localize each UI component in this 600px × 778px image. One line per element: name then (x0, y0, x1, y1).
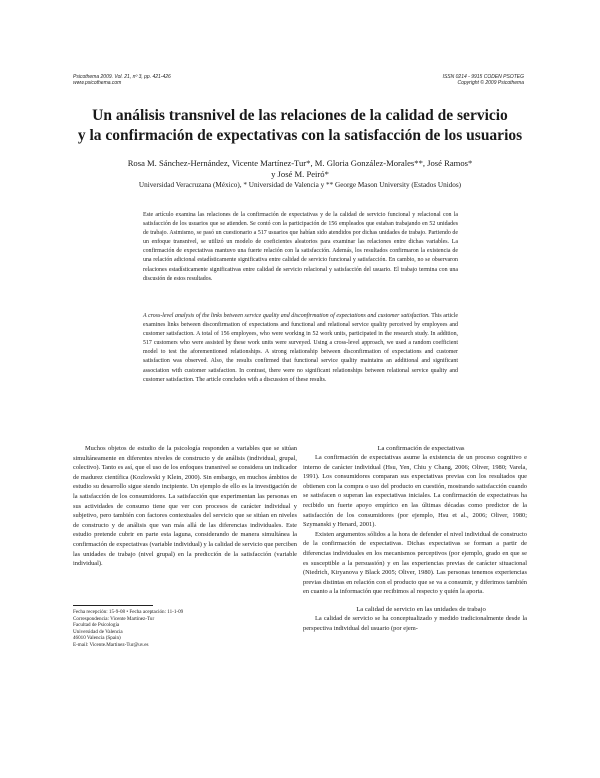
section-paragraph: La calidad de servicio se ha conceptualizado y medido tradicionalmente desde la perspectiva individual del usuario (por ejem- (303, 614, 527, 632)
title-line: y la confirmación de expectativas con la satisfacción de los usuarios (77, 127, 523, 144)
section-paragraph: Existen argumentos sólidos a la hora de defender el nivel individual de constructo de la confirmación de expectativas. Dichas expectativas se forman a partir de diferencias individuales en los mecanismos perceptivos (por ejemplo, grado en que se es susceptible a la persuasión) y en las experiencias previas de carácter situacional (Niedrich, Kiryanova y Black 2005; Oliver, 1980). Las personas tenemos experiencias previas distintas en relación con el producto que se va a consumir, y diferimos también en cuanto a la información que recibimos al respecto y quién la aporta. (303, 530, 527, 596)
copyright-line: Copyright © 2009 Psicothema (457, 80, 524, 86)
section-heading: La calidad de servicio en las unidades de trabajo (356, 605, 486, 613)
right-column (303, 444, 527, 633)
authors-line: y José M. Peiró* (271, 169, 329, 179)
footnote-correspondence: Correspondencia: Vicente Martínez-Tur (73, 615, 155, 622)
journal-citation: Psicothema 2009. Vol. 21, nº 3, pp. 421-426 (73, 74, 171, 80)
journal-url[interactable]: www.psicothema.com (73, 80, 122, 86)
section-heading: La confirmación de expectativas (377, 445, 465, 452)
authors (60, 158, 540, 180)
title-line: Un análisis transnivel de las relaciones de la calidad de servicio (92, 107, 508, 124)
footnote-faculty: Facultad de Psicología (73, 622, 120, 629)
footnote-dates: Fecha recepción: 15-9-08 • Fecha aceptación: 11-1-09 (73, 609, 184, 615)
abstract-english-title: A cross-level analysis of the links between service quality and disconfirmation of expectations and customer satisfaction. (143, 313, 430, 319)
abstract-spanish: Este artículo examina las relaciones de la confirmación de expectativas y de la calidad de servicio funcional y relacional con la satisfacción de los usuarios que se atienden. Se contó con la participación de 156 empleados que estaban trabajando en 52 unidades de trabajo. Asimismo, se pasó un cuestionario a 517 usuarios que habían sido atendidos por dichas unidades de trabajo. Partiendo de un enfoque transnivel, se utilizó un modelo de coeficientes aleatorios para examinar las relaciones entre dichas variables. La confirmación de expectativas mantuvo una fuerte relación con la satisfacción. Además, los resultados confirmaron la existencia de una relación adicional estadísticamente significativa entre calidad de servicio funcional y satisfacción. En cambio, no se observaron relaciones estadísticamente significativas entre calidad de servicio relacional y satisfacción del usuario. El trabajo termina con una discusión de estos resultados. (143, 212, 458, 282)
paper-title (50, 106, 550, 146)
left-column (73, 444, 297, 569)
abstract-english-body: This article examines links between disconfirmation of expectations and functional and relational service quality perceived by employees and customer satisfaction. A total of 156 employees, who were working in 52 work units, participated in the research study. In addition, 517 customers who were assisted by these work units were surveyed. Using a cross-level approach, we used a random coefficient model to test the aforementioned relationships. A strong relationship between disconfirmation of expectations and customer satisfaction was observed. Also, the results confirmed that functional service quality maintains an additional and significant association with customer satisfaction. In contrast, there were no significant relationships between relational service quality and customer satisfaction. The article concludes with a discussion of these results. (143, 313, 458, 383)
authors-line: Rosa M. Sánchez-Hernández, Vicente Martínez-Tur*, M. Gloria González-Morales**, José Ramos* (127, 158, 473, 168)
section-paragraph: La confirmación de expectativas asume la existencia de un proceso cognitivo e interno de carácter individual (Hsu, Yen, Chiu y Chang, 2006; Oliver, 1980; Varela, 1991). Los consumidores comparan sus expectativas previas con los resultados que obtienen con la compra o uso del producto en cuestión, mostrando satisfacción cuando se satisfacen o superan las expectativas iniciales. La confirmación de expectativas ha recibido un fuerte apoyo empírico en las últimas décadas como predictor de la satisfacción de los consumidores (por ejemplo, Hsu et al., 2006; Oliver, 1980; Szymanski y Henard, 2001). (303, 454, 527, 529)
footnote-university: Universidad de Valencia (73, 628, 123, 635)
footnote-city: 46010 Valencia (Spain) (73, 635, 121, 642)
affiliation: Universidad Veracruzana (México), * Universidad de Valencia y ** George Mason University (Estados Unidos) (138, 181, 462, 189)
intro-paragraph: Muchos objetos de estudio de la psicología responden a variables que se sitúan simultáneamente en diferentes niveles de constructo y de análisis (individual, grupal, colectivo). Tanto es así, que el uso de los enfoques transnivel se considera un indicador de madurez científica (Kozlowski y Klein, 2000). Sin embargo, en muchos ámbitos de estudio su desarrollo sigue siendo incipiente. Un ejemplo de ello es la investigación de la satisfacción de los consumidores. La satisfacción que experimentan las personas en sus actividades de consumo tiene que ver con procesos de carácter individual y subjetivo, pero también con factores contextuales del servicio que se sitúan en niveles de constructo y de análisis que van más allá de las diferencias individuales. Este estudio pretende cubrir en parte esta laguna, considerando de manera simultánea la confirmación de expectativas (variable individual) y la calidad de servicio que perciben las unidades de trabajo (nivel grupal) en la predicción de la satisfacción (variable individual). (73, 445, 297, 568)
footnote-email[interactable]: E-mail: Vicente.Martinez-Tur@uv.es (73, 641, 149, 648)
journal-header (73, 74, 171, 86)
abstract-english (143, 312, 458, 385)
footnote-rule (73, 605, 153, 606)
footnotes (73, 609, 183, 649)
issn-line: ISSN 0214 - 9915 CODEN PSOTEG (442, 74, 524, 80)
issn-header (443, 74, 524, 86)
